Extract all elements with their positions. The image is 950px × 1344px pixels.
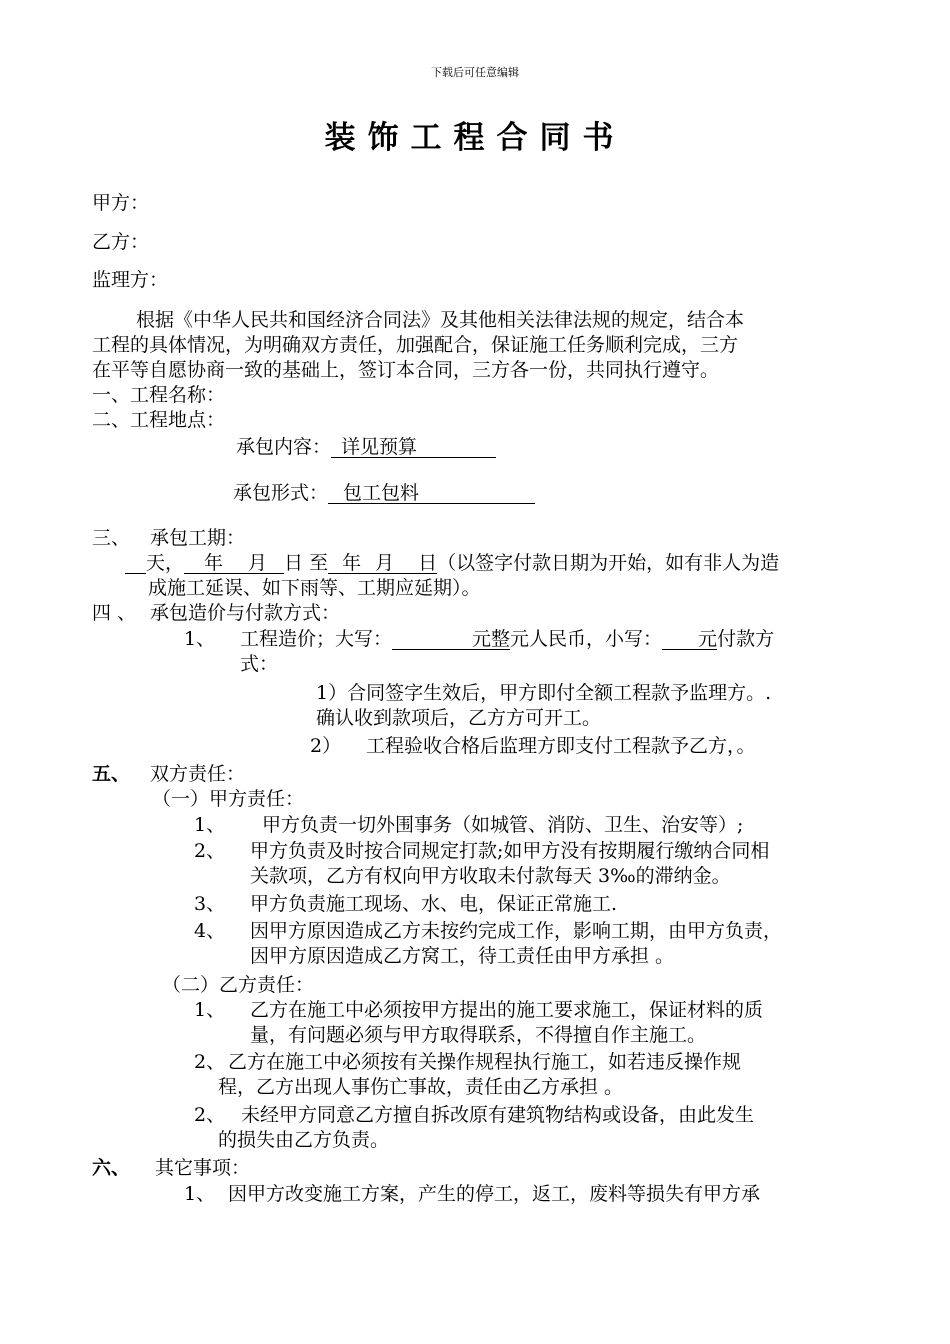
period-month2: 月 xyxy=(375,552,395,574)
a-item-text: 甲方负责施工现场、水、电，保证正常施工. xyxy=(250,893,618,915)
section-4-title: 承包造价与付款方式： xyxy=(150,602,341,624)
a-item-num: 4、 xyxy=(194,920,226,942)
price-upper-blank xyxy=(392,627,472,650)
intro-line: 工程的具体情况，为明确双方责任，加强配合，保证施工任务顺利完成，三方 xyxy=(92,334,739,356)
day-blank xyxy=(394,551,418,574)
section-3-num: 三、 xyxy=(92,527,131,549)
section-project-name: 一、工程名称： xyxy=(92,384,226,406)
section-project-location: 二、工程地点： xyxy=(92,409,226,431)
price-line-2: 式： xyxy=(240,653,279,675)
price-label: 工程造价；大写： xyxy=(240,628,393,650)
a-item-num: 2、 xyxy=(194,840,226,862)
month-blank xyxy=(223,551,248,574)
a-item-text: 因甲方原因造成乙方未按约完成工作，影响工期，由甲方负责， xyxy=(250,920,783,942)
month-blank xyxy=(361,551,375,574)
intro-line: 根据《中华人民共和国经济合同法》及其他相关法律法规的规定，结合本 xyxy=(136,309,745,331)
party-b-label: 乙方： xyxy=(92,231,150,253)
price-lower-unit: 元 xyxy=(698,628,718,650)
period-line-2: 成施工延误、如下雨等、工期应延期）。 xyxy=(148,577,481,599)
s6-item-text: 因甲方改变施工方案，产生的停工，返工，废料等损失有甲方承 xyxy=(228,1183,761,1205)
a-item-num: 3、 xyxy=(194,893,226,915)
b-item-text: 乙方在施工中必须按甲方提出的施工要求施工，保证材料的质 xyxy=(250,999,764,1021)
a-item-text: 因甲方原因造成乙方窝工，待工责任由甲方承担 。 xyxy=(250,945,675,967)
price-tail: 付款方 xyxy=(717,628,775,650)
period-year2: 年 xyxy=(342,552,362,574)
period-month1: 月 xyxy=(248,552,268,574)
price-lower-blank xyxy=(662,627,698,650)
form-label: 承包形式： xyxy=(233,482,329,504)
b-item-text: 乙方在施工中必须按有关操作规程执行施工，如若违反操作规 xyxy=(228,1051,742,1073)
intro-line: 在平等自愿协商一致的基础上，签订本合同，三方各一份，共同执行遵守。 xyxy=(92,359,720,381)
payment-2-num: 2） xyxy=(310,735,342,757)
scope-value: 详见预算 xyxy=(331,435,496,458)
year-blank xyxy=(184,551,204,574)
b-item-text: 的损失由乙方负责。 xyxy=(218,1129,390,1151)
period-row xyxy=(125,551,779,575)
section-4-num: 四 、 xyxy=(92,602,137,624)
page-header: 下载后可任意编辑 xyxy=(431,66,519,79)
a-item-text: 甲方负责及时按合同规定打款;如甲方没有按期履行缴纳合同相 xyxy=(250,840,770,862)
period-year1: 年 xyxy=(204,552,224,574)
section-5-title: 双方责任： xyxy=(150,763,246,785)
a-item-text: 关款项，乙方有权向甲方收取未付款每天 3‰的滞纳金。 xyxy=(250,865,731,887)
scope-label: 承包内容： xyxy=(236,436,332,458)
b-item-num: 2、 xyxy=(194,1051,226,1073)
section-3-title: 承包工期： xyxy=(150,527,246,549)
form-row xyxy=(233,481,535,505)
period-day1: 日 至 xyxy=(284,552,329,574)
year-blank xyxy=(328,551,342,574)
s6-item-num: 1、 xyxy=(184,1183,216,1205)
price-row xyxy=(240,627,774,651)
a-item-num: 1、 xyxy=(194,814,226,836)
days-blank xyxy=(125,551,146,574)
payment-1-cont: 确认收到款项后，乙方方可开工。 xyxy=(316,707,602,729)
supervisor-label: 监理方： xyxy=(92,269,169,291)
price-num: 1、 xyxy=(184,628,216,650)
scope-row xyxy=(236,435,496,459)
price-mid: 元人民币，小写： xyxy=(510,628,663,650)
party-b-duties-title: （二）乙方责任： xyxy=(162,974,315,996)
section-6-num: 六、 xyxy=(92,1157,131,1179)
section-5-num: 五、 xyxy=(92,763,131,785)
period-days: 天， xyxy=(146,552,185,574)
b-item-num: 1、 xyxy=(194,999,226,1021)
section-6-title: 其它事项： xyxy=(155,1157,251,1179)
payment-2: 工程验收合格后监理方即支付工程款予乙方，。 xyxy=(366,735,756,757)
price-upper-unit: 元整 xyxy=(472,628,511,650)
b-item-text: 量，有问题必须与甲方取得联系，不得擅自作主施工。 xyxy=(250,1024,707,1046)
party-a-duties-title: （一）甲方责任： xyxy=(152,788,305,810)
b-item-text: 未经甲方同意乙方擅自拆改原有建筑物结构或设备，由此发生 xyxy=(241,1104,755,1126)
period-note: （以签字付款日期为开始，如有非人为造 xyxy=(437,552,780,574)
b-item-text: 程，乙方出现人事伤亡事故，责任由乙方承担 。 xyxy=(218,1076,624,1098)
a-item-text: 甲方负责一切外围事务（如城管、消防、卫生、治安等）; xyxy=(262,814,744,836)
contract-title: 装饰工程合同书 xyxy=(324,120,626,156)
form-value: 包工包料 xyxy=(328,481,535,504)
payment-1: 1）合同签字生效后，甲方即付全额工程款予监理方。. xyxy=(316,682,772,704)
party-a-label: 甲方： xyxy=(92,192,150,214)
period-day2: 日 xyxy=(418,552,438,574)
day-blank xyxy=(267,551,284,574)
b-item-num: 2、 xyxy=(194,1104,226,1126)
